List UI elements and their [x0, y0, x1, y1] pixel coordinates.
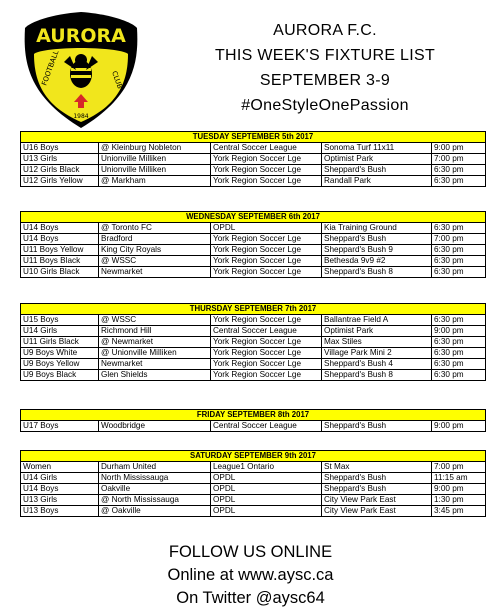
fixture-league: York Region Soccer Lge [211, 176, 322, 187]
fixture-venue: Randall Park [322, 176, 432, 187]
fixture-opponent: Bradford [99, 234, 211, 245]
fixture-time: 6:30 pm [432, 348, 486, 359]
fixture-row [21, 143, 486, 154]
fixture-row [21, 421, 486, 432]
fixture-opponent: @ Oakville [99, 506, 211, 517]
day-header-row [21, 304, 486, 315]
day-header: THURSDAY SEPTEMBER 7th 2017 [21, 304, 486, 315]
fixture-venue: Sheppard's Bush [322, 421, 432, 432]
fixture-team: U13 Boys [21, 506, 99, 517]
fixture-venue: City View Park East [322, 506, 432, 517]
fixture-row [21, 370, 486, 381]
fixture-time: 7:00 pm [432, 154, 486, 165]
fixture-league: York Region Soccer Lge [211, 348, 322, 359]
fixture-venue: St Max [322, 462, 432, 473]
fixture-league: OPDL [211, 223, 322, 234]
fixture-opponent: Unionville Milliken [99, 154, 211, 165]
fixture-opponent: North Mississauga [99, 473, 211, 484]
twitter-line[interactable]: On Twitter @aysc64 [176, 589, 325, 607]
fixture-team: U12 Girls Black [21, 165, 99, 176]
fixture-venue: Sheppard's Bush 9 [322, 245, 432, 256]
fixture-row [21, 154, 486, 165]
fixture-time: 9:00 pm [432, 421, 486, 432]
fixture-row [21, 348, 486, 359]
fixture-league: York Region Soccer Lge [211, 359, 322, 370]
fixture-header [200, 18, 450, 118]
fixture-time: 11:15 am [432, 473, 486, 484]
fixture-league: OPDL [211, 473, 322, 484]
fixture-time: 6:30 pm [432, 165, 486, 176]
fixture-league: York Region Soccer Lge [211, 267, 322, 278]
fixture-opponent: @ Toronto FC [99, 223, 211, 234]
fixture-league: York Region Soccer Lge [211, 256, 322, 267]
day-header: FRIDAY SEPTEMBER 8th 2017 [21, 410, 486, 421]
fixture-row [21, 462, 486, 473]
fixture-league: York Region Soccer Lge [211, 154, 322, 165]
fixture-team: U15 Boys [21, 315, 99, 326]
fixture-opponent: @ Unionville Milliken [99, 348, 211, 359]
fixture-team: U14 Boys [21, 484, 99, 495]
fixture-venue: Sheppard's Bush [322, 484, 432, 495]
fixture-time: 6:30 pm [432, 267, 486, 278]
fixture-row [21, 315, 486, 326]
svg-text:1984: 1984 [73, 113, 89, 120]
fixture-opponent: @ Newmarket [99, 337, 211, 348]
fixture-row [21, 234, 486, 245]
date-range: SEPTEMBER 3-9 [259, 72, 391, 89]
fixture-opponent: Woodbridge [99, 421, 211, 432]
day-header: WEDNESDAY SEPTEMBER 6th 2017 [21, 212, 486, 223]
fixture-row [21, 176, 486, 187]
fixture-opponent: @ North Mississauga [99, 495, 211, 506]
fixture-opponent: @ Kleinburg Nobleton [99, 143, 211, 154]
fixture-opponent: Newmarket [99, 267, 211, 278]
fixture-venue: Bethesda 9v9 #2 [322, 256, 432, 267]
fixture-row [21, 256, 486, 267]
fixture-time: 6:30 pm [432, 176, 486, 187]
fixture-venue: Max Stiles [322, 337, 432, 348]
fixture-time: 9:00 pm [432, 484, 486, 495]
fixture-team: U9 Boys White [21, 348, 99, 359]
fixture-team: U14 Boys [21, 234, 99, 245]
fixture-venue: Sheppard's Bush [322, 165, 432, 176]
fixture-team: U9 Boys Yellow [21, 359, 99, 370]
fixture-row [21, 165, 486, 176]
fixture-team: U13 Girls [21, 495, 99, 506]
day-header-row [21, 212, 486, 223]
club-name: AURORA F.C. [273, 22, 377, 39]
fixture-row [21, 506, 486, 517]
fixture-row [21, 337, 486, 348]
fixture-team: U11 Boys Yellow [21, 245, 99, 256]
fixture-time: 6:30 pm [432, 223, 486, 234]
fixture-time: 9:00 pm [432, 143, 486, 154]
svg-text:AURORA: AURORA [36, 25, 126, 47]
fixture-team: U9 Boys Black [21, 370, 99, 381]
fixture-league: York Region Soccer Lge [211, 337, 322, 348]
fixture-team: Women [21, 462, 99, 473]
fixture-table [20, 211, 486, 278]
fixture-time: 1:30 pm [432, 495, 486, 506]
fixture-team: U12 Girls Yellow [21, 176, 99, 187]
fixture-time: 6:30 pm [432, 359, 486, 370]
fixture-row [21, 326, 486, 337]
fixture-league: Central Soccer League [211, 421, 322, 432]
fixture-time: 6:30 pm [432, 245, 486, 256]
fixture-row [21, 484, 486, 495]
fixture-team: U14 Girls [21, 473, 99, 484]
fixture-league: OPDL [211, 484, 322, 495]
fixture-league: League1 Ontario [211, 462, 322, 473]
fixture-venue: Optimist Park [322, 154, 432, 165]
day-header-row [21, 132, 486, 143]
fixture-venue: Sheppard's Bush 8 [322, 267, 432, 278]
fixture-opponent: @ Markham [99, 176, 211, 187]
fixture-league: York Region Soccer Lge [211, 370, 322, 381]
fixture-table [20, 131, 486, 187]
fixture-league: Central Soccer League [211, 326, 322, 337]
day-header: SATURDAY SEPTEMBER 9th 2017 [21, 451, 486, 462]
fixture-table [20, 303, 486, 381]
fixture-league: York Region Soccer Lge [211, 234, 322, 245]
fixture-time: 9:00 pm [432, 326, 486, 337]
fixture-opponent: Oakville [99, 484, 211, 495]
fixture-row [21, 495, 486, 506]
day-header-row [21, 410, 486, 421]
fixture-table [20, 450, 486, 517]
fixture-team: U10 Girls Black [21, 267, 99, 278]
day-header-row [21, 451, 486, 462]
follow-footer [0, 541, 501, 610]
fixture-team: U16 Boys [21, 143, 99, 154]
svg-text:FOOTBALL: FOOTBALL [40, 49, 61, 87]
fixture-time: 6:30 pm [432, 370, 486, 381]
fixture-venue: Sheppard's Bush [322, 473, 432, 484]
fixture-opponent: Durham United [99, 462, 211, 473]
fixture-row [21, 245, 486, 256]
fixture-opponent: @ WSSC [99, 256, 211, 267]
svg-text:CLUB: CLUB [110, 69, 124, 90]
fixture-time: 6:30 pm [432, 315, 486, 326]
fixture-venue: Sonoma Turf 11x11 [322, 143, 432, 154]
fixture-league: OPDL [211, 506, 322, 517]
fixture-league: York Region Soccer Lge [211, 315, 322, 326]
fixture-venue: City View Park East [322, 495, 432, 506]
fixture-opponent: Newmarket [99, 359, 211, 370]
fixture-time: 7:00 pm [432, 234, 486, 245]
fixture-row [21, 267, 486, 278]
fixture-opponent: @ WSSC [99, 315, 211, 326]
hashtag: #OneStyleOnePassion [241, 97, 409, 114]
fixture-time: 6:30 pm [432, 337, 486, 348]
list-title: THIS WEEK'S FIXTURE LIST [214, 47, 436, 64]
fixture-venue: Sheppard's Bush [322, 234, 432, 245]
fixture-venue: Ballantrae Field A [322, 315, 432, 326]
fixture-table [20, 409, 486, 432]
fixture-opponent: Glen Shields [99, 370, 211, 381]
fixture-team: U14 Boys [21, 223, 99, 234]
fixture-time: 6:30 pm [432, 256, 486, 267]
fixture-row [21, 359, 486, 370]
day-header: TUESDAY SEPTEMBER 5th 2017 [21, 132, 486, 143]
fixture-time: 3:45 pm [432, 506, 486, 517]
website-line[interactable]: Online at www.aysc.ca [167, 566, 334, 584]
fixture-team: U11 Girls Black [21, 337, 99, 348]
fixture-league: Central Soccer League [211, 143, 322, 154]
fixture-venue: Optimist Park [322, 326, 432, 337]
fixture-team: U14 Girls [21, 326, 99, 337]
fixture-league: OPDL [211, 495, 322, 506]
fixture-opponent: Richmond Hill [99, 326, 211, 337]
fixture-opponent: King City Royals [99, 245, 211, 256]
fixture-team: U17 Boys [21, 421, 99, 432]
fixture-team: U13 Girls [21, 154, 99, 165]
aurora-fc-logo [22, 10, 140, 130]
fixture-opponent: Unionville Milliken [99, 165, 211, 176]
fixture-league: York Region Soccer Lge [211, 165, 322, 176]
fixture-venue: Village Park Mini 2 [322, 348, 432, 359]
fixture-team: U11 Boys Black [21, 256, 99, 267]
fixture-row [21, 223, 486, 234]
follow-heading: FOLLOW US ONLINE [168, 543, 333, 561]
fixture-venue: Sheppard's Bush 4 [322, 359, 432, 370]
fixture-time: 7:00 pm [432, 462, 486, 473]
fixture-row [21, 473, 486, 484]
fixture-venue: Sheppard's Bush 8 [322, 370, 432, 381]
fixture-league: York Region Soccer Lge [211, 245, 322, 256]
fixture-venue: Kia Training Ground [322, 223, 432, 234]
